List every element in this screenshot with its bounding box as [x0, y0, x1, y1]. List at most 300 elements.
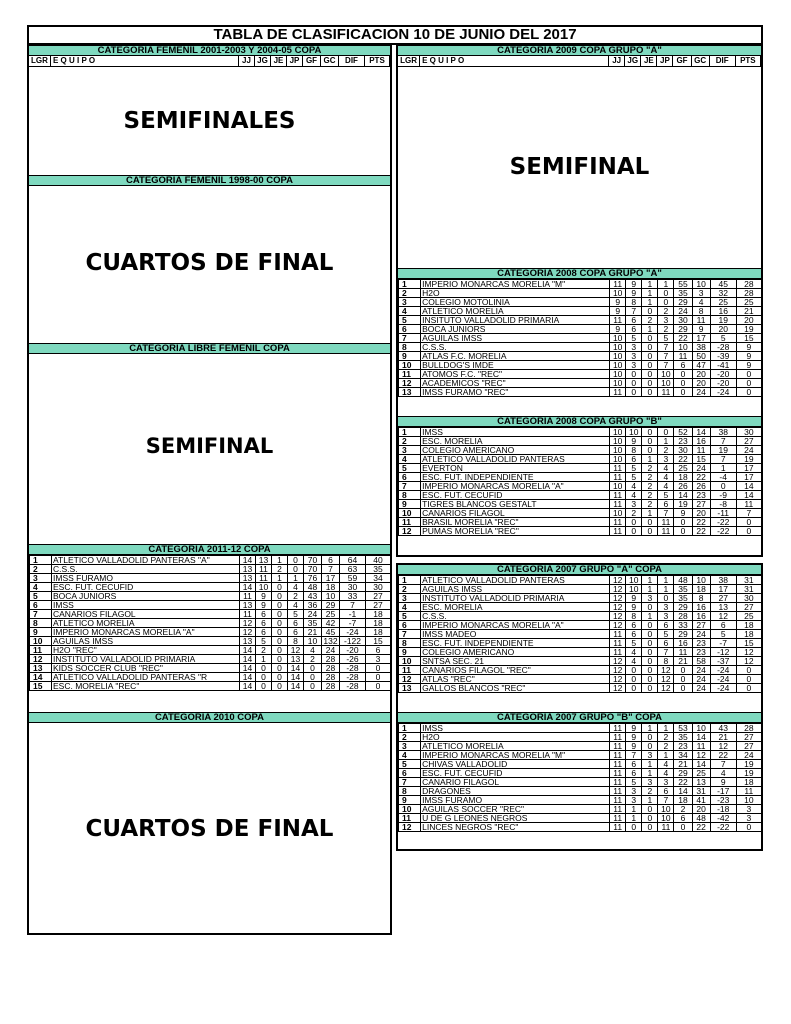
cell-lgr: 1: [399, 724, 421, 733]
cell-jj: 10: [610, 482, 626, 491]
cell-gf: 34: [674, 751, 692, 760]
cell-je: 0: [272, 646, 288, 655]
cell-jp: 1: [658, 724, 674, 733]
cell-lgr: 2: [399, 289, 421, 298]
cell-jj: 12: [610, 585, 626, 594]
cell-gc: 20: [692, 379, 710, 388]
cell-gc: 10: [692, 724, 710, 733]
table-row: [399, 280, 762, 289]
cell-jj: 14: [240, 556, 256, 565]
cell-dif: -7: [710, 639, 736, 648]
cell-dif: 4: [710, 769, 736, 778]
cell-jg: 9: [626, 289, 642, 298]
cell-jg: 4: [626, 648, 642, 657]
table-row: [399, 455, 762, 464]
cell-jj: 11: [240, 592, 256, 601]
cell-pts: 18: [736, 621, 761, 630]
cell-jg: 3: [626, 343, 642, 352]
cell-gf: 9: [674, 509, 692, 518]
table-row: [30, 664, 391, 673]
cell-jp: 1: [658, 437, 674, 446]
cell-jg: 9: [256, 601, 272, 610]
cell-equipo: CANARIOS FILAGOL: [421, 509, 610, 518]
cell-lgr: 6: [399, 769, 421, 778]
cell-je: 0: [642, 666, 658, 675]
cell-gc: 24: [692, 630, 710, 639]
cell-lgr: 15: [30, 682, 52, 691]
cell-gf: 30: [674, 316, 692, 325]
cell-dif: -12: [710, 648, 736, 657]
cell-je: 0: [642, 361, 658, 370]
cell-gf: 18: [674, 796, 692, 805]
cell-jp: 8: [658, 657, 674, 666]
cell-jp: 2: [658, 742, 674, 751]
cell-lgr: 1: [30, 556, 52, 565]
cell-gf: 29: [674, 325, 692, 334]
table-row: [399, 648, 762, 657]
cell-lgr: 12: [399, 823, 421, 832]
cell-jj: 10: [610, 446, 626, 455]
cell-lgr: 6: [399, 621, 421, 630]
cell-pts: 19: [736, 760, 761, 769]
cell-gc: 24: [692, 388, 710, 397]
cell-jj: 13: [240, 601, 256, 610]
table-row: [399, 464, 762, 473]
cell-gf: 0: [674, 666, 692, 675]
cell-jj: 14: [240, 673, 256, 682]
cell-lgr: 14: [30, 673, 52, 682]
cell-lgr: 7: [399, 778, 421, 787]
cell-jj: 11: [610, 518, 626, 527]
cell-equipo: AGUILAS SOCCER "REC": [421, 805, 610, 814]
table-row: [30, 556, 391, 565]
cell-lgr: 8: [399, 787, 421, 796]
cell-pts: 27: [736, 733, 761, 742]
heading-2011-12: CATEGORIA 2011-12 COPA: [29, 544, 390, 555]
cell-lgr: 12: [399, 379, 421, 388]
cell-jg: 6: [626, 760, 642, 769]
cell-gf: 48: [304, 583, 322, 592]
cell-jg: 9: [256, 592, 272, 601]
cell-lgr: 7: [399, 334, 421, 343]
cell-gc: 18: [322, 583, 340, 592]
cell-lgr: 13: [399, 388, 421, 397]
cell-dif: 30: [340, 583, 366, 592]
cell-jj: 11: [610, 388, 626, 397]
cell-jj: 11: [610, 724, 626, 733]
cell-je: 3: [642, 751, 658, 760]
cell-jp: 0: [658, 298, 674, 307]
table-row: [399, 307, 762, 316]
cell-jp: 1: [658, 576, 674, 585]
table-row: [399, 379, 762, 388]
cell-jj: 13: [240, 565, 256, 574]
standings-table-2011-12: [29, 555, 391, 691]
cell-gc: 17: [692, 334, 710, 343]
cell-gc: 4: [692, 298, 710, 307]
cell-jg: 3: [626, 500, 642, 509]
cell-jg: 11: [256, 574, 272, 583]
cell-jp: 4: [288, 601, 304, 610]
cell-je: 2: [642, 482, 658, 491]
cell-lgr: 10: [399, 361, 421, 370]
cell-je: 1: [642, 455, 658, 464]
cell-jj: 12: [610, 666, 626, 675]
cell-gc: 18: [692, 585, 710, 594]
cell-jg: 7: [626, 307, 642, 316]
cell-jp: 10: [658, 805, 674, 814]
table-row: [399, 666, 762, 675]
cell-jj: 14: [240, 682, 256, 691]
cell-jg: 1: [626, 814, 642, 823]
table-row: [399, 585, 762, 594]
cell-dif: 32: [710, 289, 736, 298]
cell-lgr: 11: [30, 646, 52, 655]
cell-jp: 7: [658, 796, 674, 805]
cell-pts: 27: [736, 437, 761, 446]
cell-je: 0: [642, 527, 658, 536]
cell-lgr: 3: [399, 298, 421, 307]
table-row: [399, 370, 762, 379]
cell-lgr: 4: [30, 583, 52, 592]
cell-jg: 0: [626, 527, 642, 536]
column-header-jj: JJ: [609, 56, 625, 66]
cell-equipo: CANARIOS FILAGOL: [52, 610, 240, 619]
cell-jj: 12: [610, 657, 626, 666]
cell-gf: 21: [674, 657, 692, 666]
cell-jp: 4: [658, 473, 674, 482]
table-row: [30, 673, 391, 682]
cell-equipo: GALLOS BLANCOS "REC": [421, 684, 610, 693]
cell-gc: 20: [692, 370, 710, 379]
table-row: [30, 610, 391, 619]
cell-je: 0: [642, 352, 658, 361]
cell-gf: 48: [674, 576, 692, 585]
column-header-gc: GC: [321, 56, 339, 66]
cell-pts: 31: [736, 576, 761, 585]
cell-lgr: 8: [399, 639, 421, 648]
table-row: [399, 733, 762, 742]
cell-gf: 55: [674, 280, 692, 289]
cell-jg: 13: [256, 556, 272, 565]
cell-jj: 10: [610, 428, 626, 437]
cell-jg: 0: [626, 675, 642, 684]
cell-jp: 1: [658, 585, 674, 594]
cell-lgr: 8: [399, 491, 421, 500]
cell-dif: -24: [340, 628, 366, 637]
cell-je: 0: [642, 814, 658, 823]
cell-je: 0: [272, 664, 288, 673]
cell-jp: 14: [288, 664, 304, 673]
cell-je: 0: [642, 379, 658, 388]
cell-gc: 10: [692, 576, 710, 585]
cell-equipo: CANARIOS FILAGOL "REC": [421, 666, 610, 675]
cell-je: 1: [642, 509, 658, 518]
cell-je: 0: [272, 583, 288, 592]
cell-jg: 6: [626, 630, 642, 639]
cell-dif: 33: [340, 592, 366, 601]
cell-equipo: BOCA JUNIORS: [421, 325, 610, 334]
cell-gc: 22: [692, 518, 710, 527]
cell-pts: 12: [736, 648, 761, 657]
cell-gc: 11: [692, 742, 710, 751]
cell-je: 0: [642, 437, 658, 446]
cell-jj: 11: [610, 527, 626, 536]
cell-gc: 28: [322, 673, 340, 682]
cell-gc: 12: [692, 751, 710, 760]
table-row: [399, 527, 762, 536]
cell-jg: 5: [626, 464, 642, 473]
cell-lgr: 9: [399, 352, 421, 361]
cell-jp: 2: [658, 325, 674, 334]
cell-gc: 28: [322, 664, 340, 673]
cell-dif: -18: [710, 805, 736, 814]
cell-jj: 11: [610, 500, 626, 509]
cell-dif: 25: [710, 298, 736, 307]
table-row: [399, 621, 762, 630]
cell-je: 0: [272, 628, 288, 637]
cell-jg: 9: [626, 603, 642, 612]
cell-lgr: 3: [399, 446, 421, 455]
cell-je: 1: [642, 724, 658, 733]
table-row: [399, 482, 762, 491]
cell-gc: 24: [692, 464, 710, 473]
cell-jp: 11: [658, 518, 674, 527]
cell-dif: 7: [710, 760, 736, 769]
cell-jp: 6: [658, 787, 674, 796]
cell-jj: 11: [610, 742, 626, 751]
table-row: [399, 491, 762, 500]
cell-gc: 27: [692, 500, 710, 509]
table-row: [399, 823, 762, 832]
cell-gf: 2: [674, 805, 692, 814]
table-row: [399, 612, 762, 621]
cell-gc: 38: [692, 343, 710, 352]
cell-pts: 19: [736, 769, 761, 778]
cell-je: 0: [642, 343, 658, 352]
cell-gc: 48: [692, 814, 710, 823]
cell-gf: 14: [674, 787, 692, 796]
table-row: [399, 473, 762, 482]
cell-gf: 29: [674, 603, 692, 612]
cell-lgr: 6: [30, 601, 52, 610]
cell-equipo: ACADEMICOS "REC": [421, 379, 610, 388]
cell-gc: 25: [692, 769, 710, 778]
table-row: [30, 601, 391, 610]
cell-jj: 12: [610, 603, 626, 612]
cell-equipo: IMSS FURAMO: [421, 796, 610, 805]
cell-jj: 11: [610, 805, 626, 814]
cell-jg: 10: [626, 576, 642, 585]
cell-jg: 8: [626, 298, 642, 307]
table-row: [399, 805, 762, 814]
cell-gc: 9: [692, 325, 710, 334]
cell-je: 1: [642, 585, 658, 594]
cell-je: 1: [642, 796, 658, 805]
cell-je: 2: [642, 316, 658, 325]
cell-equipo: IMPERIO MONARCAS MORELIA "M": [421, 751, 610, 760]
cell-gc: 28: [322, 655, 340, 664]
cell-pts: 19: [736, 455, 761, 464]
cell-gf: 28: [674, 612, 692, 621]
cell-jg: 3: [626, 787, 642, 796]
cell-jg: 0: [626, 388, 642, 397]
table-row: [30, 583, 391, 592]
cell-je: 0: [272, 601, 288, 610]
cell-gc: 28: [322, 682, 340, 691]
cell-lgr: 2: [399, 585, 421, 594]
cell-jj: 10: [610, 289, 626, 298]
cell-jj: 11: [610, 796, 626, 805]
cell-lgr: 9: [30, 628, 52, 637]
cell-jg: 6: [626, 769, 642, 778]
cell-equipo: H2O: [421, 289, 610, 298]
cell-gf: 23: [674, 742, 692, 751]
cell-je: 0: [272, 673, 288, 682]
cell-equipo: INSTITUTO VALLADOLID PRIMARIA: [52, 655, 240, 664]
cell-lgr: 10: [399, 509, 421, 518]
cell-equipo: ESC. FUT. CECUFID: [421, 769, 610, 778]
standings-table-2008-grupo-a: [398, 279, 762, 397]
cell-equipo: IMSS MADEO: [421, 630, 610, 639]
table-row: [399, 760, 762, 769]
cell-lgr: 4: [399, 455, 421, 464]
cell-jj: 12: [610, 594, 626, 603]
cell-gc: 42: [322, 619, 340, 628]
cell-jg: 1: [626, 805, 642, 814]
cell-jg: 5: [256, 637, 272, 646]
table-row: [399, 657, 762, 666]
cell-gf: 0: [674, 518, 692, 527]
cell-equipo: IMSS: [421, 724, 610, 733]
heading-2010: CATEGORIA 2010 COPA: [29, 712, 390, 723]
cell-gc: 27: [692, 621, 710, 630]
cell-dif: -4: [710, 473, 736, 482]
cell-jg: 6: [626, 325, 642, 334]
cell-dif: -20: [710, 370, 736, 379]
cell-dif: 7: [710, 455, 736, 464]
cell-jp: 5: [658, 491, 674, 500]
cell-jp: 5: [658, 630, 674, 639]
cell-pts: 0: [736, 518, 761, 527]
cell-equipo: IMPERIO MONARCAS MORELIA "A": [52, 628, 240, 637]
cell-jj: 12: [240, 619, 256, 628]
cell-gf: 11: [674, 648, 692, 657]
cell-gc: 20: [692, 805, 710, 814]
cell-gf: 0: [674, 527, 692, 536]
cell-jp: 3: [658, 612, 674, 621]
cell-jp: 7: [658, 509, 674, 518]
cell-jj: 10: [610, 352, 626, 361]
cell-jg: 0: [256, 673, 272, 682]
cell-jj: 11: [610, 464, 626, 473]
cell-jj: 11: [610, 316, 626, 325]
cell-gc: 11: [692, 446, 710, 455]
column-header-jg: JG: [625, 56, 641, 66]
cell-pts: 25: [736, 612, 761, 621]
table-row: [399, 325, 762, 334]
cell-jg: 5: [626, 639, 642, 648]
cell-equipo: EVERTON: [421, 464, 610, 473]
cell-jp: 10: [658, 370, 674, 379]
cell-dif: -28: [340, 664, 366, 673]
cell-gc: 50: [692, 352, 710, 361]
cell-lgr: 1: [399, 280, 421, 289]
cell-equipo: INSITUTO VALLADOLID PRIMARIA: [421, 316, 610, 325]
table-row: [399, 437, 762, 446]
cell-gc: 14: [692, 760, 710, 769]
cell-equipo: IMSS FURAMO "REC": [421, 388, 610, 397]
cell-pts: 27: [736, 742, 761, 751]
cell-gc: 16: [692, 437, 710, 446]
cell-equipo: IMSS FURAMO: [52, 574, 240, 583]
cell-pts: 27: [366, 592, 391, 601]
column-header-lgr: LGR: [29, 56, 51, 66]
cell-jg: 6: [256, 619, 272, 628]
cell-je: 0: [642, 621, 658, 630]
cell-je: 0: [272, 637, 288, 646]
cell-gc: 58: [692, 657, 710, 666]
cell-jg: 10: [256, 583, 272, 592]
cell-jp: 7: [658, 343, 674, 352]
cell-jg: 6: [256, 628, 272, 637]
column-header-left: [29, 56, 390, 67]
cell-gf: 22: [674, 778, 692, 787]
cell-pts: 27: [366, 601, 391, 610]
cell-pts: 21: [736, 307, 761, 316]
cell-jj: 11: [240, 610, 256, 619]
cell-dif: 7: [710, 437, 736, 446]
cell-jj: 10: [610, 370, 626, 379]
cell-gc: 16: [692, 612, 710, 621]
cell-lgr: 11: [399, 666, 421, 675]
cell-gc: 3: [692, 289, 710, 298]
cell-equipo: IMPERIO MONARCAS MORELIA "M": [421, 280, 610, 289]
cell-gf: 0: [674, 823, 692, 832]
cell-jj: 10: [610, 509, 626, 518]
cell-gf: 52: [674, 428, 692, 437]
cell-jj: 12: [610, 675, 626, 684]
cell-dif: -22: [710, 527, 736, 536]
cell-gf: 18: [674, 473, 692, 482]
cell-gc: 26: [692, 482, 710, 491]
cell-jj: 11: [610, 648, 626, 657]
cell-jg: 8: [626, 446, 642, 455]
cell-pts: 18: [736, 630, 761, 639]
cell-jg: 9: [626, 594, 642, 603]
table-row: [399, 787, 762, 796]
cell-pts: 0: [736, 684, 761, 693]
cell-lgr: 4: [399, 751, 421, 760]
cell-pts: 20: [736, 316, 761, 325]
cell-dif: -41: [710, 361, 736, 370]
cell-lgr: 10: [30, 637, 52, 646]
table-row: [30, 682, 391, 691]
cell-jp: 8: [288, 637, 304, 646]
cell-gf: 35: [674, 289, 692, 298]
cell-gc: 8: [692, 307, 710, 316]
cell-lgr: 12: [399, 527, 421, 536]
cell-pts: 0: [736, 823, 761, 832]
cell-gf: 36: [304, 601, 322, 610]
cell-equipo: ESC. FUT. CECUFID: [52, 583, 240, 592]
table-row: [399, 684, 762, 693]
cell-jg: 6: [626, 316, 642, 325]
cell-lgr: 2: [399, 437, 421, 446]
cell-dif: 6: [710, 621, 736, 630]
cell-dif: -11: [710, 509, 736, 518]
cell-je: 1: [272, 574, 288, 583]
